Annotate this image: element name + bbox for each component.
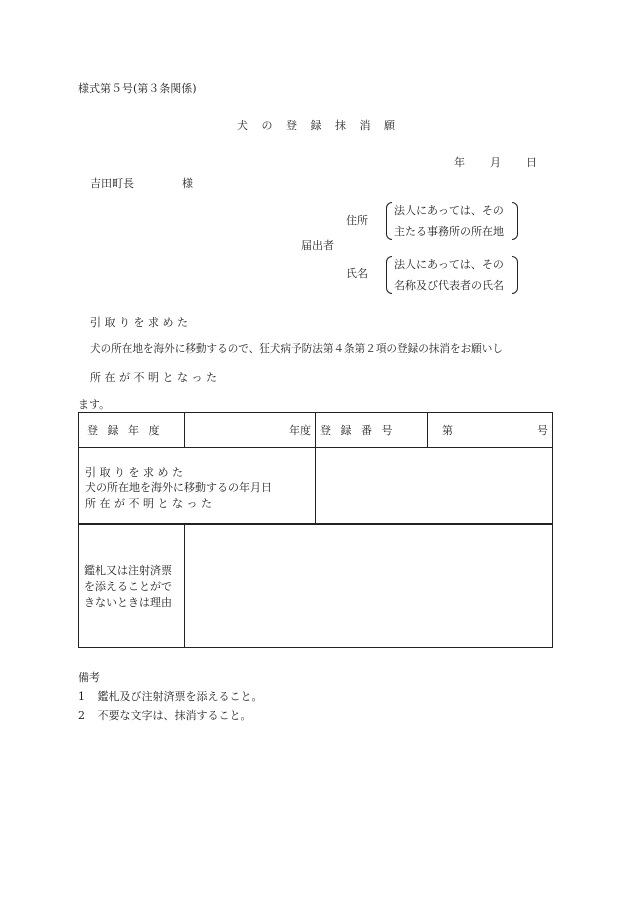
right-bracket-icon <box>512 202 518 240</box>
name-label: 氏名 <box>346 267 368 280</box>
remarks-item-number: 1 <box>78 690 85 703</box>
reason-label-line1: 鑑札又は注射済票 <box>84 563 172 577</box>
address-note-line1: 法人にあっては、その <box>394 204 504 217</box>
date-label-line2: 犬の所在地を海外に移動するの年月日 <box>85 480 272 494</box>
date-year-label: 年 <box>454 156 465 169</box>
name-note-line1: 法人にあっては、その <box>394 258 504 271</box>
date-day-label: 日 <box>526 156 537 169</box>
remarks-item-1 <box>78 691 263 702</box>
reason-label-line3: きないときは理由 <box>84 595 172 609</box>
addressee-name: 吉田町長 <box>90 177 134 190</box>
reason-label-line2: を添えることがで <box>84 579 172 593</box>
remarks-item-2 <box>78 710 252 721</box>
body-option-2: 所 在 が 不 明 と な っ た <box>90 371 217 384</box>
remarks-heading: 備考 <box>78 671 100 684</box>
left-bracket-icon <box>386 202 392 240</box>
reg-number-value-cell[interactable] <box>428 413 553 448</box>
remarks-item-text: 不要な文字は、抹消すること。 <box>97 709 252 722</box>
applicant-label: 届出者 <box>301 239 334 252</box>
left-bracket-icon <box>386 256 392 294</box>
body-continuation: ます。 <box>78 398 111 411</box>
right-bracket-icon <box>512 256 518 294</box>
reg-year-label: 登 録 年 度 <box>87 423 163 437</box>
address-note-line2: 主たる事務所の所在地 <box>394 225 504 238</box>
reg-year-label-cell <box>79 413 185 448</box>
date-label-line3: 所 在 が 不 明 と な っ た <box>85 496 212 510</box>
remarks-item-text: 鑑札及び注射済票を添えること。 <box>97 690 263 703</box>
addressee-honorific: 様 <box>182 177 193 190</box>
reg-number-label: 登 録 番 号 <box>320 423 396 437</box>
date-month-label: 月 <box>490 156 501 169</box>
reg-year-unit: 年度 <box>289 423 311 437</box>
date-label-cell <box>79 448 316 525</box>
reg-year-value-cell[interactable] <box>185 413 316 448</box>
address-note <box>386 202 518 240</box>
registration-table <box>78 412 553 525</box>
reason-value-cell[interactable] <box>185 524 553 648</box>
name-note <box>386 256 518 294</box>
document-title: 犬 の 登 録 抹 消 願 <box>237 119 400 132</box>
reason-table <box>78 523 553 648</box>
reg-number-label-cell <box>316 413 428 448</box>
body-main-text: 犬の所在地を海外に移動するので、狂犬病予防法第４条第２項の登録の抹消をお願いし <box>90 343 503 355</box>
date-label-line1: 引 取 り を 求 め た <box>85 465 183 479</box>
body-option-1: 引 取 り を 求 め た <box>90 316 188 329</box>
address-label: 住所 <box>346 214 368 227</box>
reason-label-cell <box>79 524 185 648</box>
remarks-item-number: 2 <box>78 709 85 722</box>
reg-number-prefix: 第 <box>442 423 453 437</box>
reg-number-suffix: 号 <box>537 423 548 437</box>
date-value-cell[interactable] <box>316 448 553 525</box>
form-number: 様式第５号(第３条関係) <box>78 82 197 95</box>
name-note-line2: 名称及び代表者の氏名 <box>394 279 504 292</box>
